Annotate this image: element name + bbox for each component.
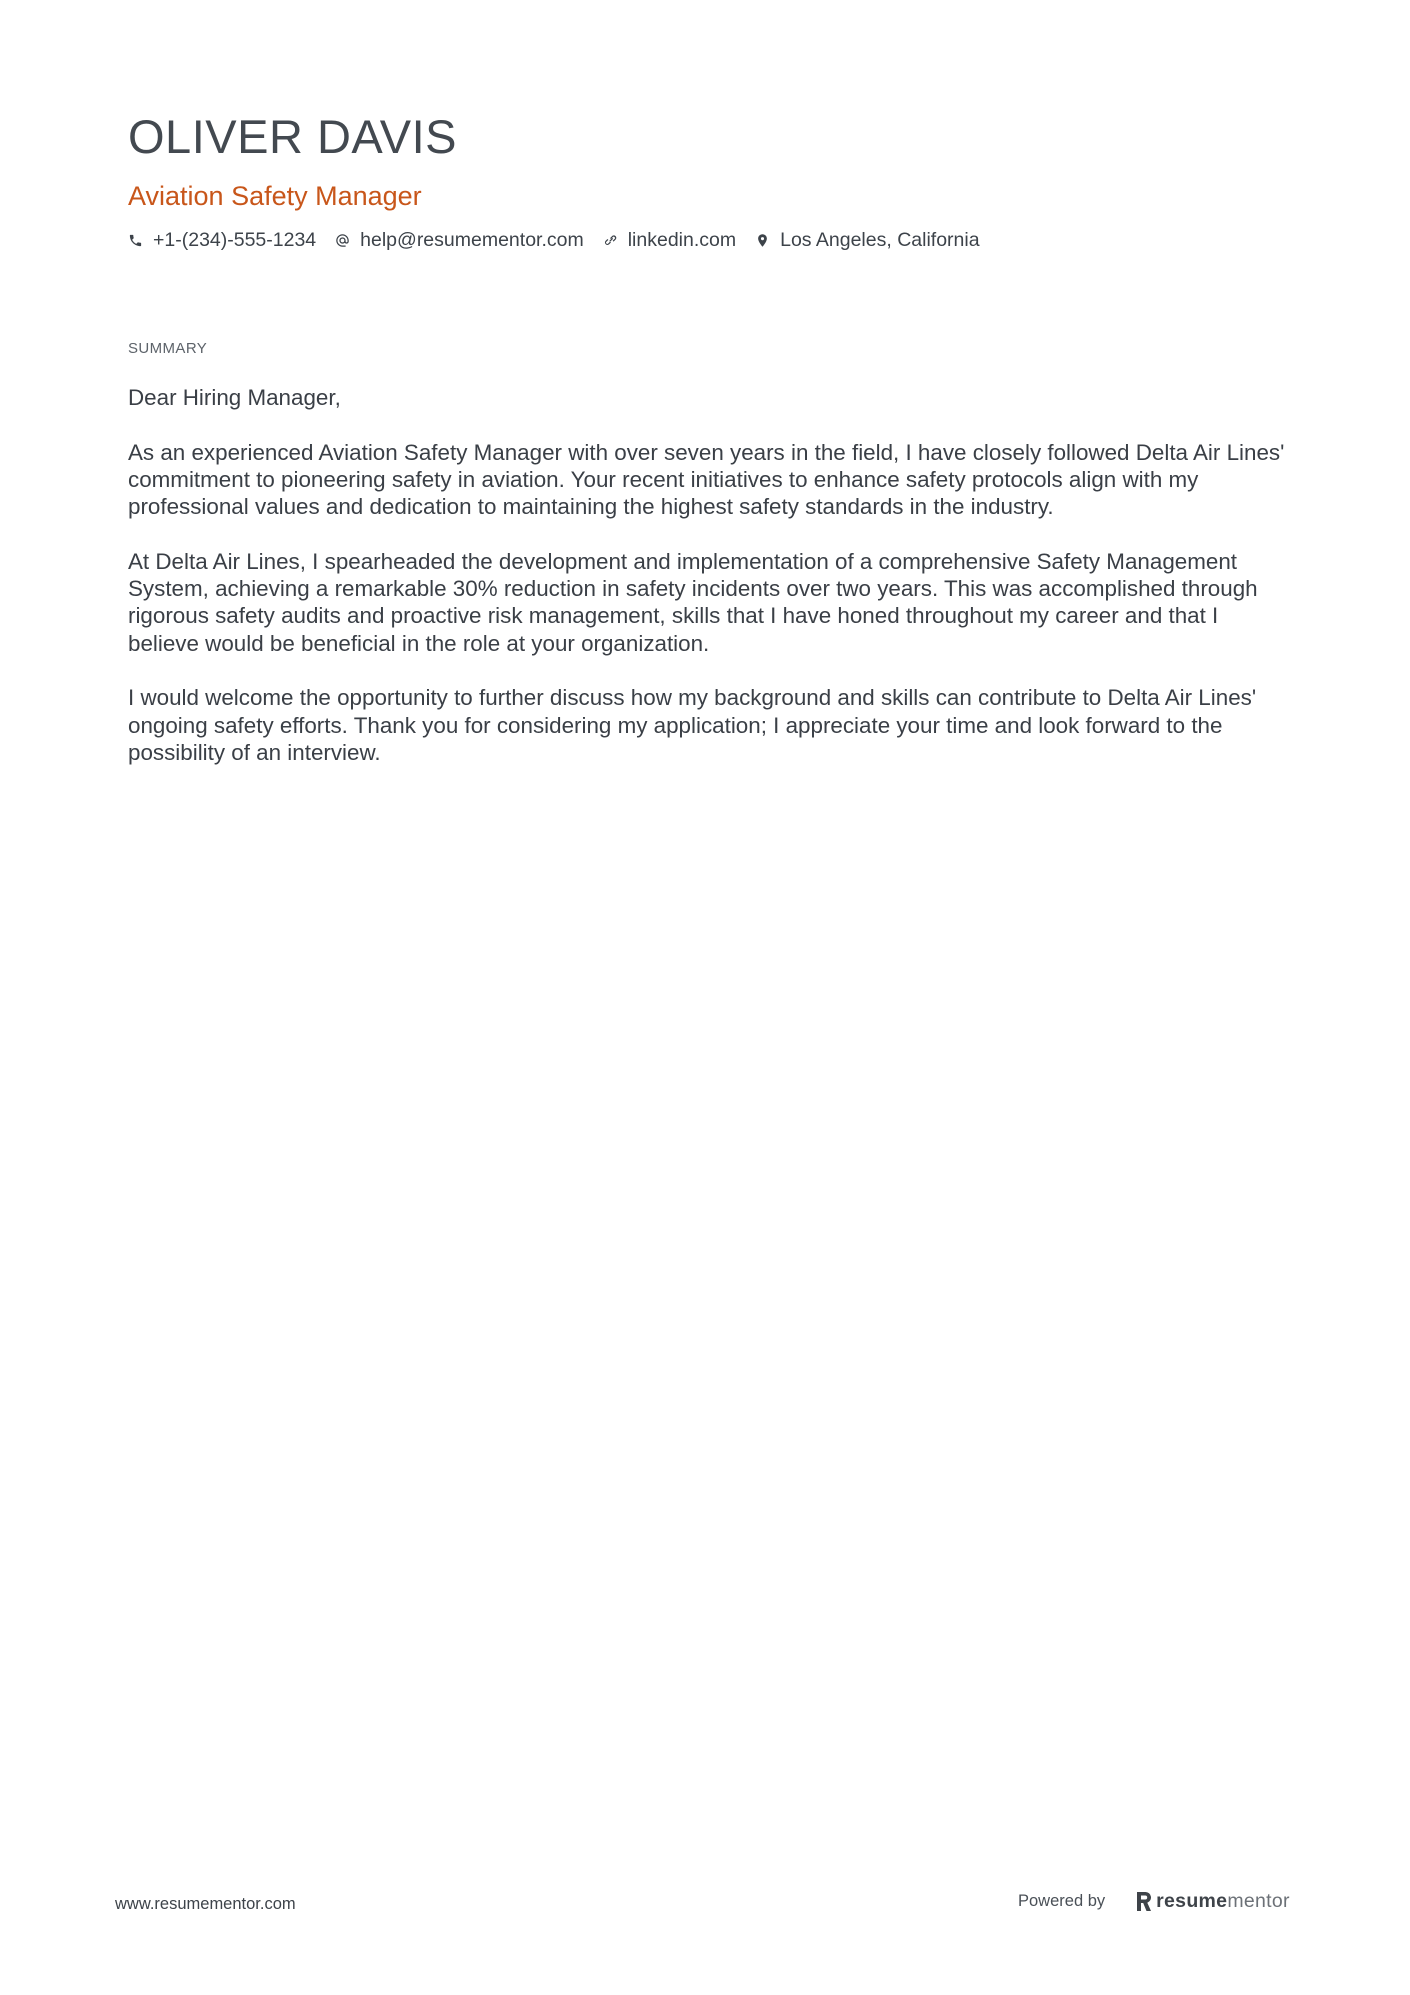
footer-website[interactable]: www.resumementor.com [115,1895,296,1913]
contact-phone [128,228,316,252]
letter-greeting: Dear Hiring Manager, [128,385,341,410]
brand-name [1156,1890,1290,1913]
candidate-name: OLIVER DAVIS [128,110,458,163]
contact-bar [128,228,999,252]
brand-name-bold: resume [1156,1890,1228,1912]
letter-paragraph: At Delta Air Lines, I spearheaded the development and implementation of a comprehensive Safety Management System, achieving a remarkable 30% reduction in safety incidents over two years. This was accomplished through rigorous safety audits and proactive risk management, skills that I have honed throughout my career and that I believe would be beneficial in the role at your organization. [128,548,1258,656]
powered-by-label: Powered by [1018,1892,1106,1910]
location-text: Los Angeles, California [780,229,980,251]
email-address[interactable]: help@resumementor.com [360,229,584,251]
contact-website [603,228,736,252]
brand-logo[interactable] [1135,1890,1290,1913]
resumementor-logo-icon [1135,1891,1152,1912]
phone-number: +1-(234)-555-1234 [153,229,317,251]
contact-location [755,228,979,252]
contact-email [335,228,584,252]
brand-name-light: mentor [1227,1890,1290,1912]
link-icon [603,233,618,248]
letter-paragraph: I would welcome the opportunity to further discuss how my background and skills can contribute to Delta Air Lines' ongoing safety efforts. Thank you for considering my application; I appreciate your time and look forward to the possibility of an interview. [128,685,1257,765]
job-title: Aviation Safety Manager [128,181,422,211]
at-icon [335,233,350,248]
website-link[interactable]: linkedin.com [627,229,737,251]
section-heading-summary: SUMMARY [128,340,208,357]
location-pin-icon [755,233,770,248]
cover-letter-body [128,384,1293,793]
footer-branding [1018,1890,1290,1913]
letter-paragraph: As an experienced Aviation Safety Manager with over seven years in the field, I have closely followed Delta Air Lines' commitment to pioneering safety in aviation. Your recent initiatives to enhance safety protocols align with my professional values and dedication to maintaining the highest safety standards in the industry. [128,439,1285,520]
phone-icon [128,233,143,248]
